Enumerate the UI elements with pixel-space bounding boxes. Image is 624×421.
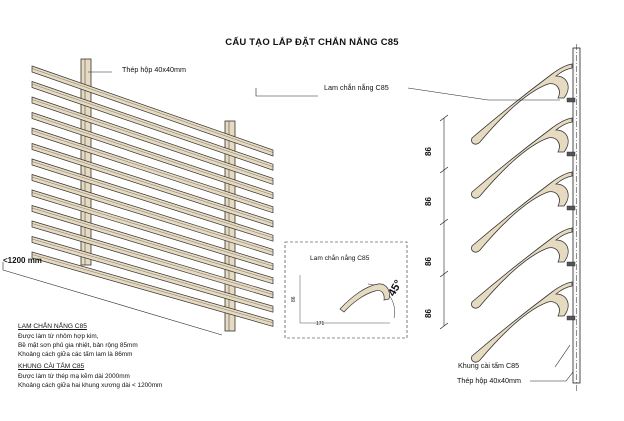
frame-label: Khung cài tấm C85 <box>458 361 520 370</box>
louver-note-3: Khoảng cách giữa các tấm lam là 86mm <box>18 351 133 358</box>
span-label: <1200 mm <box>3 256 42 265</box>
louver-note-2: Bề mặt sơn phủ gia nhiệt, bản rộng 85mm <box>18 342 138 349</box>
dim-86-2: 86 <box>424 197 433 206</box>
louver-note-1: Được làm từ nhôm hợp kim, <box>18 333 99 340</box>
left-tube-label: Thép hộp 40x40mm <box>122 65 186 74</box>
louver-notes-heading: LAM CHẮN NẮNG C85 <box>18 323 87 330</box>
section-louvers <box>472 64 575 362</box>
detail-label: Lam chắn nắng C85 <box>310 255 370 262</box>
dim-86-1: 86 <box>424 147 433 156</box>
frame-note-2: Khoảng cách giữa hai khung xương dài < 1200mm <box>18 382 163 389</box>
frame-notes-heading: KHUNG CÀI TẤM C85 <box>18 363 85 370</box>
dim-86-4: 86 <box>424 309 433 318</box>
frame-note-1: Được làm từ thép mạ kẽm dài 2000mm <box>18 373 130 380</box>
louver-stack <box>32 66 273 326</box>
tube-label-leader-right <box>530 372 573 381</box>
dim-86-3: 86 <box>424 257 433 266</box>
right-louver-label: Lam chắn nắng C85 <box>324 83 389 92</box>
louver-label-leader <box>256 88 318 96</box>
frame-label-leader <box>555 345 570 367</box>
right-section <box>256 44 580 392</box>
right-tube-label: Thép hộp 40x40mm <box>457 376 521 385</box>
left-assembly <box>3 59 273 335</box>
detail-dim-bottom: 171 <box>316 321 325 327</box>
detail-dim-side: 86 <box>291 296 297 302</box>
page-title: CẤU TẠO LẮP ĐẶT CHẮN NẮNG C85 <box>225 37 399 48</box>
detail-angle: 45° <box>386 278 405 299</box>
